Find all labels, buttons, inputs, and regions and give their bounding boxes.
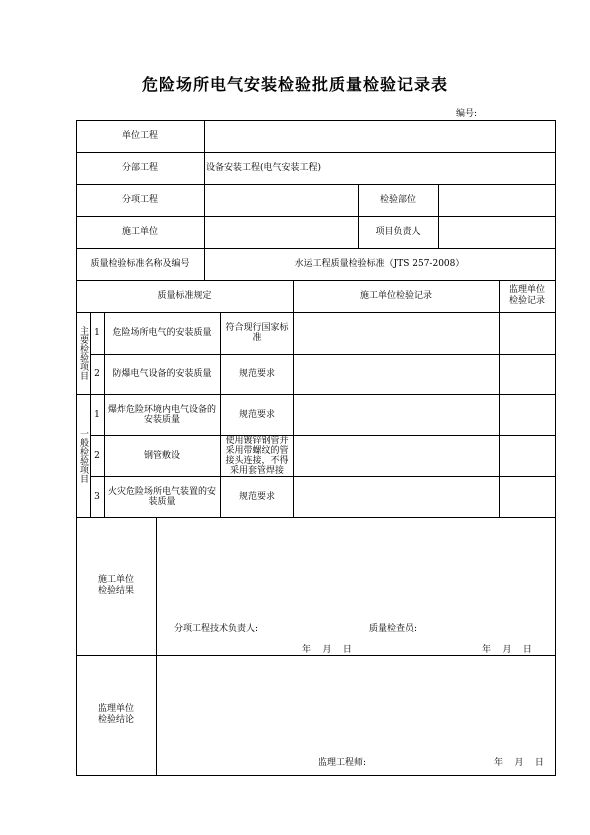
sub-project-value[interactable]: 设备安装工程(电气安装工程) [206, 163, 322, 173]
construction-date-2: 年 月 日 [482, 645, 532, 655]
col-supervision-line1: 监理单位 [508, 285, 545, 295]
construction-unit-value[interactable] [204, 216, 358, 248]
main-items-group-label: 主要检验项目 [78, 326, 88, 380]
main-row-1-record[interactable] [294, 312, 499, 354]
general-row-1-record[interactable] [294, 394, 499, 435]
general-row-1-item: 爆炸危险环境内电气设备的安装质量 [107, 404, 216, 425]
construction-date-1: 年 月 日 [302, 645, 352, 655]
project-manager-value[interactable] [438, 216, 555, 248]
main-row-2-record[interactable] [294, 354, 499, 394]
general-row-1-num: 1 [94, 409, 100, 420]
inspection-part-value[interactable] [438, 184, 555, 216]
construction-result-line2: 检验结果 [97, 586, 134, 596]
inspection-part-label: 检验部位 [379, 195, 416, 205]
general-row-3-rule: 规范要求 [238, 491, 275, 502]
general-row-2-item: 钢管敷设 [143, 450, 180, 461]
col-supervision-record [499, 280, 555, 312]
construction-result-line1: 施工单位 [97, 575, 134, 585]
general-row-3-item: 火灾危险场所电气装置的安装质量 [107, 486, 216, 507]
general-items-group-label: 一般检验项目 [78, 428, 88, 483]
main-row-1-rule: 符合现行国家标准 [225, 323, 289, 343]
grid-line [156, 517, 157, 775]
inspector-label: 质量检查员: [369, 624, 418, 634]
supervision-engineer-label: 监理工程师: [318, 758, 367, 768]
supervision-date: 年 月 日 [494, 758, 544, 768]
code-label: 编号: [456, 109, 478, 119]
main-row-2-num: 2 [94, 369, 100, 379]
unit-project-label: 单位工程 [121, 131, 158, 141]
page-title: 危险场所电气安装检验批质量检验记录表 [141, 75, 448, 94]
main-row-1-supervision[interactable] [500, 312, 555, 354]
construction-result-label [76, 517, 156, 655]
general-row-3-record[interactable] [294, 476, 499, 517]
general-row-2-num: 2 [94, 450, 100, 461]
tech-lead-label: 分项工程技术负责人: [174, 624, 259, 634]
grid-line [555, 120, 556, 775]
standard-value: 水运工程质量检验标准（JTS 257-2008） [294, 259, 465, 269]
general-row-2-supervision[interactable] [500, 435, 555, 476]
general-row-2-record[interactable] [294, 435, 499, 476]
project-manager-label: 项目负责人 [375, 227, 421, 237]
standard-label: 质量检验标准名称及编号 [90, 259, 190, 269]
main-row-1-item: 危险场所电气的安装质量 [112, 328, 212, 338]
general-row-1-rule: 规范要求 [238, 409, 275, 420]
general-row-2-rule: 使用镀锌钢管并采用带螺纹的管接头连接，不得采用套管焊接 [225, 435, 289, 476]
sub-project-label: 分部工程 [121, 163, 158, 173]
item-project-label: 分项工程 [121, 195, 158, 205]
col-construction-record: 施工单位检验记录 [359, 291, 432, 301]
general-row-1-supervision[interactable] [500, 394, 555, 435]
item-project-value[interactable] [204, 184, 358, 216]
main-row-2-supervision[interactable] [500, 354, 555, 394]
col-standard-rules: 质量标准规定 [157, 291, 212, 301]
supervision-conclusion-label [76, 655, 156, 775]
main-row-2-item: 防爆电气设备的安装质量 [112, 369, 212, 379]
main-row-2-rule: 规范要求 [238, 369, 275, 379]
general-row-3-num: 3 [94, 491, 100, 502]
grid-line [76, 775, 556, 776]
unit-project-value[interactable] [204, 120, 555, 152]
supervision-conclusion-line1: 监理单位 [97, 704, 134, 714]
supervision-conclusion-line2: 检验结论 [97, 715, 134, 725]
general-row-3-supervision[interactable] [500, 476, 555, 517]
main-row-1-num: 1 [94, 328, 100, 338]
col-supervision-line2: 检验记录 [508, 296, 545, 306]
construction-unit-label: 施工单位 [121, 227, 158, 237]
